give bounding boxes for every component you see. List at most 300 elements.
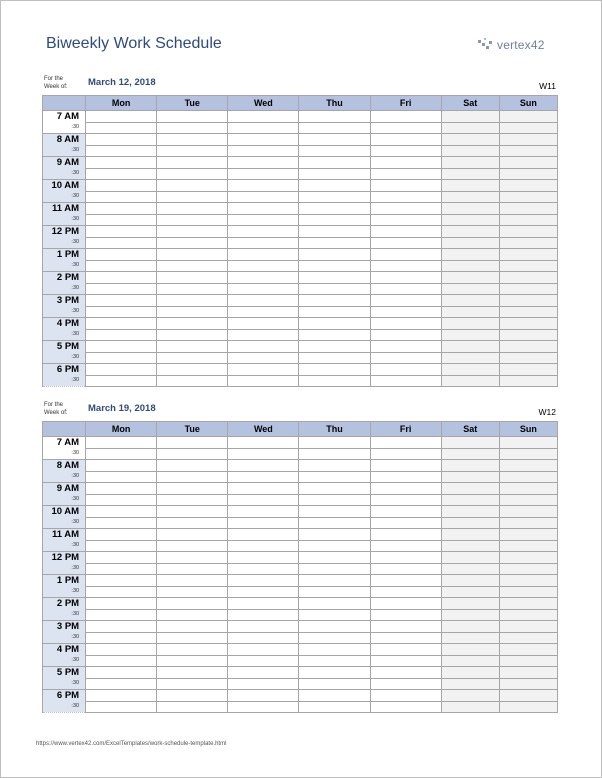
- schedule-slot[interactable]: [370, 134, 441, 146]
- schedule-slot-half[interactable]: [228, 215, 299, 226]
- schedule-slot[interactable]: [299, 483, 370, 495]
- schedule-slot-half[interactable]: [157, 192, 228, 203]
- schedule-slot[interactable]: [157, 506, 228, 518]
- schedule-slot-half[interactable]: [86, 330, 157, 341]
- schedule-slot[interactable]: [441, 552, 499, 564]
- schedule-slot-half[interactable]: [228, 495, 299, 506]
- schedule-slot[interactable]: [299, 134, 370, 146]
- schedule-slot-half[interactable]: [86, 238, 157, 249]
- schedule-slot[interactable]: [499, 111, 557, 123]
- schedule-slot[interactable]: [370, 111, 441, 123]
- schedule-slot[interactable]: [499, 157, 557, 169]
- schedule-slot-half[interactable]: [299, 238, 370, 249]
- schedule-slot[interactable]: [86, 226, 157, 238]
- schedule-slot-half[interactable]: [441, 192, 499, 203]
- schedule-slot[interactable]: [441, 318, 499, 330]
- schedule-slot[interactable]: [299, 318, 370, 330]
- schedule-slot[interactable]: [370, 575, 441, 587]
- schedule-slot[interactable]: [499, 483, 557, 495]
- schedule-slot[interactable]: [86, 157, 157, 169]
- schedule-slot-half[interactable]: [86, 169, 157, 180]
- schedule-slot-half[interactable]: [86, 261, 157, 272]
- week-date[interactable]: March 19, 2018: [88, 403, 156, 414]
- schedule-slot[interactable]: [228, 111, 299, 123]
- schedule-slot[interactable]: [370, 552, 441, 564]
- schedule-slot-half[interactable]: [499, 215, 557, 226]
- schedule-slot-half[interactable]: [157, 656, 228, 667]
- schedule-slot[interactable]: [157, 134, 228, 146]
- schedule-slot[interactable]: [441, 364, 499, 376]
- schedule-slot-half[interactable]: [499, 587, 557, 598]
- schedule-slot-half[interactable]: [370, 261, 441, 272]
- schedule-slot-half[interactable]: [370, 284, 441, 295]
- schedule-slot[interactable]: [499, 644, 557, 656]
- schedule-slot-half[interactable]: [86, 495, 157, 506]
- schedule-slot[interactable]: [370, 157, 441, 169]
- schedule-slot[interactable]: [499, 341, 557, 353]
- schedule-slot-half[interactable]: [441, 518, 499, 529]
- schedule-slot-half[interactable]: [441, 238, 499, 249]
- schedule-slot-half[interactable]: [86, 518, 157, 529]
- schedule-slot[interactable]: [299, 667, 370, 679]
- schedule-slot-half[interactable]: [228, 679, 299, 690]
- schedule-slot-half[interactable]: [157, 307, 228, 318]
- schedule-slot[interactable]: [441, 529, 499, 541]
- schedule-slot[interactable]: [499, 529, 557, 541]
- schedule-slot[interactable]: [157, 203, 228, 215]
- schedule-slot-half[interactable]: [499, 238, 557, 249]
- schedule-slot-half[interactable]: [441, 169, 499, 180]
- schedule-slot-half[interactable]: [370, 702, 441, 713]
- schedule-slot[interactable]: [499, 667, 557, 679]
- schedule-slot[interactable]: [228, 483, 299, 495]
- schedule-slot[interactable]: [299, 644, 370, 656]
- schedule-slot-half[interactable]: [370, 330, 441, 341]
- schedule-slot-half[interactable]: [499, 146, 557, 157]
- schedule-slot[interactable]: [157, 460, 228, 472]
- schedule-slot-half[interactable]: [370, 610, 441, 621]
- schedule-slot[interactable]: [299, 341, 370, 353]
- schedule-slot[interactable]: [228, 667, 299, 679]
- schedule-slot[interactable]: [86, 621, 157, 633]
- schedule-slot[interactable]: [157, 318, 228, 330]
- schedule-slot[interactable]: [499, 272, 557, 284]
- schedule-slot-half[interactable]: [499, 610, 557, 621]
- schedule-slot-half[interactable]: [370, 353, 441, 364]
- schedule-slot[interactable]: [299, 460, 370, 472]
- schedule-slot-half[interactable]: [86, 633, 157, 644]
- schedule-slot[interactable]: [370, 667, 441, 679]
- schedule-slot[interactable]: [499, 318, 557, 330]
- schedule-slot[interactable]: [228, 644, 299, 656]
- schedule-slot-half[interactable]: [86, 146, 157, 157]
- schedule-slot[interactable]: [157, 575, 228, 587]
- schedule-slot-half[interactable]: [157, 353, 228, 364]
- schedule-slot[interactable]: [299, 203, 370, 215]
- schedule-slot[interactable]: [441, 226, 499, 238]
- schedule-slot[interactable]: [499, 460, 557, 472]
- schedule-slot-half[interactable]: [441, 215, 499, 226]
- schedule-slot[interactable]: [228, 598, 299, 610]
- schedule-slot-half[interactable]: [86, 702, 157, 713]
- schedule-slot[interactable]: [86, 483, 157, 495]
- schedule-slot-half[interactable]: [157, 261, 228, 272]
- schedule-slot-half[interactable]: [228, 610, 299, 621]
- schedule-slot-half[interactable]: [228, 656, 299, 667]
- schedule-slot[interactable]: [370, 318, 441, 330]
- schedule-slot[interactable]: [228, 249, 299, 261]
- schedule-slot-half[interactable]: [299, 449, 370, 460]
- schedule-slot[interactable]: [499, 552, 557, 564]
- schedule-slot[interactable]: [228, 552, 299, 564]
- schedule-slot-half[interactable]: [86, 541, 157, 552]
- schedule-slot-half[interactable]: [86, 610, 157, 621]
- schedule-slot-half[interactable]: [157, 495, 228, 506]
- schedule-slot[interactable]: [441, 180, 499, 192]
- schedule-slot-half[interactable]: [86, 353, 157, 364]
- schedule-slot-half[interactable]: [299, 353, 370, 364]
- schedule-slot[interactable]: [157, 552, 228, 564]
- schedule-slot-half[interactable]: [441, 284, 499, 295]
- schedule-slot[interactable]: [370, 203, 441, 215]
- schedule-slot-half[interactable]: [299, 656, 370, 667]
- schedule-slot-half[interactable]: [441, 261, 499, 272]
- schedule-slot[interactable]: [370, 598, 441, 610]
- schedule-slot-half[interactable]: [441, 679, 499, 690]
- schedule-slot-half[interactable]: [157, 330, 228, 341]
- schedule-slot-half[interactable]: [228, 330, 299, 341]
- schedule-slot-half[interactable]: [157, 610, 228, 621]
- schedule-slot-half[interactable]: [228, 284, 299, 295]
- schedule-slot[interactable]: [157, 364, 228, 376]
- schedule-slot-half[interactable]: [157, 123, 228, 134]
- schedule-slot[interactable]: [499, 180, 557, 192]
- schedule-slot[interactable]: [157, 157, 228, 169]
- schedule-slot[interactable]: [441, 295, 499, 307]
- schedule-slot-half[interactable]: [157, 472, 228, 483]
- schedule-slot-half[interactable]: [157, 587, 228, 598]
- schedule-slot-half[interactable]: [370, 633, 441, 644]
- schedule-slot-half[interactable]: [441, 376, 499, 387]
- schedule-slot-half[interactable]: [157, 169, 228, 180]
- schedule-slot[interactable]: [157, 295, 228, 307]
- schedule-slot-half[interactable]: [441, 307, 499, 318]
- schedule-slot[interactable]: [86, 203, 157, 215]
- schedule-slot[interactable]: [86, 134, 157, 146]
- schedule-slot-half[interactable]: [86, 307, 157, 318]
- schedule-slot[interactable]: [499, 203, 557, 215]
- schedule-slot-half[interactable]: [86, 376, 157, 387]
- schedule-slot[interactable]: [499, 575, 557, 587]
- schedule-slot[interactable]: [86, 552, 157, 564]
- schedule-slot-half[interactable]: [299, 679, 370, 690]
- schedule-slot[interactable]: [86, 644, 157, 656]
- schedule-slot-half[interactable]: [441, 633, 499, 644]
- schedule-slot-half[interactable]: [228, 376, 299, 387]
- schedule-slot-half[interactable]: [86, 679, 157, 690]
- schedule-slot[interactable]: [86, 529, 157, 541]
- schedule-slot-half[interactable]: [499, 679, 557, 690]
- schedule-slot[interactable]: [499, 437, 557, 449]
- schedule-slot-half[interactable]: [299, 146, 370, 157]
- schedule-slot[interactable]: [299, 180, 370, 192]
- schedule-slot[interactable]: [299, 111, 370, 123]
- schedule-slot[interactable]: [299, 295, 370, 307]
- schedule-slot[interactable]: [86, 460, 157, 472]
- schedule-slot[interactable]: [157, 226, 228, 238]
- schedule-slot-half[interactable]: [228, 702, 299, 713]
- schedule-slot-half[interactable]: [499, 518, 557, 529]
- schedule-slot-half[interactable]: [499, 633, 557, 644]
- schedule-slot-half[interactable]: [370, 679, 441, 690]
- week-date[interactable]: March 12, 2018: [88, 77, 156, 88]
- schedule-slot-half[interactable]: [157, 376, 228, 387]
- schedule-slot[interactable]: [228, 621, 299, 633]
- schedule-slot[interactable]: [499, 134, 557, 146]
- schedule-slot[interactable]: [499, 226, 557, 238]
- schedule-slot-half[interactable]: [499, 495, 557, 506]
- schedule-slot-half[interactable]: [499, 261, 557, 272]
- schedule-slot-half[interactable]: [370, 518, 441, 529]
- schedule-slot[interactable]: [299, 598, 370, 610]
- schedule-slot-half[interactable]: [499, 192, 557, 203]
- schedule-slot-half[interactable]: [157, 564, 228, 575]
- schedule-slot[interactable]: [370, 506, 441, 518]
- schedule-slot[interactable]: [370, 364, 441, 376]
- schedule-slot-half[interactable]: [86, 472, 157, 483]
- schedule-slot-half[interactable]: [299, 330, 370, 341]
- schedule-slot-half[interactable]: [228, 587, 299, 598]
- schedule-slot[interactable]: [441, 111, 499, 123]
- schedule-slot[interactable]: [370, 460, 441, 472]
- schedule-slot[interactable]: [157, 272, 228, 284]
- schedule-slot-half[interactable]: [86, 215, 157, 226]
- schedule-slot[interactable]: [441, 134, 499, 146]
- schedule-slot[interactable]: [441, 598, 499, 610]
- schedule-slot-half[interactable]: [299, 215, 370, 226]
- schedule-slot[interactable]: [499, 249, 557, 261]
- schedule-slot[interactable]: [441, 460, 499, 472]
- schedule-slot-half[interactable]: [370, 449, 441, 460]
- schedule-slot-half[interactable]: [499, 564, 557, 575]
- schedule-slot-half[interactable]: [228, 146, 299, 157]
- schedule-slot-half[interactable]: [499, 123, 557, 134]
- schedule-slot[interactable]: [86, 272, 157, 284]
- schedule-slot[interactable]: [228, 529, 299, 541]
- schedule-slot[interactable]: [86, 111, 157, 123]
- schedule-slot[interactable]: [299, 437, 370, 449]
- schedule-slot-half[interactable]: [299, 541, 370, 552]
- schedule-slot-half[interactable]: [299, 518, 370, 529]
- schedule-slot-half[interactable]: [299, 169, 370, 180]
- schedule-slot[interactable]: [299, 226, 370, 238]
- schedule-slot-half[interactable]: [499, 330, 557, 341]
- schedule-slot-half[interactable]: [441, 656, 499, 667]
- schedule-slot[interactable]: [228, 295, 299, 307]
- schedule-slot[interactable]: [441, 437, 499, 449]
- schedule-slot-half[interactable]: [441, 587, 499, 598]
- schedule-slot[interactable]: [228, 341, 299, 353]
- schedule-slot-half[interactable]: [299, 376, 370, 387]
- schedule-slot[interactable]: [499, 364, 557, 376]
- schedule-slot[interactable]: [228, 437, 299, 449]
- schedule-slot-half[interactable]: [228, 472, 299, 483]
- schedule-slot[interactable]: [86, 341, 157, 353]
- schedule-slot[interactable]: [441, 341, 499, 353]
- schedule-slot-half[interactable]: [299, 472, 370, 483]
- schedule-slot-half[interactable]: [370, 656, 441, 667]
- schedule-slot[interactable]: [157, 667, 228, 679]
- schedule-slot[interactable]: [86, 180, 157, 192]
- schedule-slot-half[interactable]: [499, 541, 557, 552]
- schedule-slot[interactable]: [299, 249, 370, 261]
- schedule-slot[interactable]: [441, 667, 499, 679]
- schedule-slot-half[interactable]: [299, 587, 370, 598]
- schedule-slot-half[interactable]: [299, 495, 370, 506]
- schedule-slot[interactable]: [441, 644, 499, 656]
- schedule-slot[interactable]: [441, 621, 499, 633]
- schedule-slot-half[interactable]: [157, 702, 228, 713]
- schedule-slot-half[interactable]: [86, 123, 157, 134]
- schedule-slot-half[interactable]: [228, 192, 299, 203]
- schedule-slot-half[interactable]: [499, 353, 557, 364]
- schedule-slot-half[interactable]: [157, 449, 228, 460]
- schedule-slot[interactable]: [441, 506, 499, 518]
- schedule-slot-half[interactable]: [86, 192, 157, 203]
- schedule-slot-half[interactable]: [299, 564, 370, 575]
- schedule-slot-half[interactable]: [228, 518, 299, 529]
- schedule-slot[interactable]: [228, 364, 299, 376]
- schedule-slot-half[interactable]: [299, 307, 370, 318]
- schedule-slot[interactable]: [228, 157, 299, 169]
- schedule-slot-half[interactable]: [441, 449, 499, 460]
- schedule-slot[interactable]: [86, 598, 157, 610]
- schedule-slot-half[interactable]: [370, 146, 441, 157]
- schedule-slot-half[interactable]: [86, 656, 157, 667]
- schedule-slot[interactable]: [370, 621, 441, 633]
- schedule-slot[interactable]: [370, 483, 441, 495]
- schedule-slot-half[interactable]: [370, 376, 441, 387]
- schedule-slot-half[interactable]: [86, 284, 157, 295]
- schedule-slot[interactable]: [157, 111, 228, 123]
- schedule-slot-half[interactable]: [299, 192, 370, 203]
- schedule-slot-half[interactable]: [228, 238, 299, 249]
- schedule-slot-half[interactable]: [228, 307, 299, 318]
- schedule-slot[interactable]: [157, 621, 228, 633]
- schedule-slot[interactable]: [499, 598, 557, 610]
- schedule-slot[interactable]: [441, 249, 499, 261]
- schedule-slot[interactable]: [370, 529, 441, 541]
- schedule-slot[interactable]: [157, 644, 228, 656]
- schedule-slot[interactable]: [228, 180, 299, 192]
- schedule-slot-half[interactable]: [157, 541, 228, 552]
- schedule-slot[interactable]: [299, 157, 370, 169]
- schedule-slot[interactable]: [499, 621, 557, 633]
- schedule-slot[interactable]: [299, 575, 370, 587]
- schedule-slot[interactable]: [299, 529, 370, 541]
- schedule-slot-half[interactable]: [157, 284, 228, 295]
- schedule-slot[interactable]: [441, 157, 499, 169]
- schedule-slot[interactable]: [228, 134, 299, 146]
- schedule-slot-half[interactable]: [499, 656, 557, 667]
- schedule-slot[interactable]: [370, 690, 441, 702]
- schedule-slot-half[interactable]: [370, 541, 441, 552]
- schedule-slot-half[interactable]: [370, 307, 441, 318]
- schedule-slot-half[interactable]: [299, 123, 370, 134]
- schedule-slot-half[interactable]: [228, 169, 299, 180]
- schedule-slot-half[interactable]: [441, 564, 499, 575]
- schedule-slot-half[interactable]: [228, 564, 299, 575]
- schedule-slot[interactable]: [86, 506, 157, 518]
- schedule-slot[interactable]: [370, 226, 441, 238]
- schedule-slot-half[interactable]: [499, 307, 557, 318]
- schedule-slot[interactable]: [441, 575, 499, 587]
- schedule-slot-half[interactable]: [299, 702, 370, 713]
- schedule-slot[interactable]: [299, 506, 370, 518]
- schedule-slot-half[interactable]: [157, 518, 228, 529]
- schedule-slot-half[interactable]: [370, 472, 441, 483]
- schedule-slot[interactable]: [370, 180, 441, 192]
- schedule-slot-half[interactable]: [86, 587, 157, 598]
- schedule-slot[interactable]: [299, 552, 370, 564]
- schedule-slot[interactable]: [228, 318, 299, 330]
- schedule-slot-half[interactable]: [441, 123, 499, 134]
- schedule-slot-half[interactable]: [228, 541, 299, 552]
- schedule-slot[interactable]: [441, 203, 499, 215]
- schedule-slot-half[interactable]: [441, 472, 499, 483]
- schedule-slot[interactable]: [299, 364, 370, 376]
- schedule-slot-half[interactable]: [441, 353, 499, 364]
- schedule-slot[interactable]: [86, 437, 157, 449]
- schedule-slot-half[interactable]: [228, 261, 299, 272]
- schedule-slot-half[interactable]: [370, 495, 441, 506]
- schedule-slot-half[interactable]: [228, 353, 299, 364]
- schedule-slot[interactable]: [228, 272, 299, 284]
- schedule-slot-half[interactable]: [441, 330, 499, 341]
- schedule-slot[interactable]: [86, 667, 157, 679]
- schedule-slot-half[interactable]: [299, 633, 370, 644]
- schedule-slot-half[interactable]: [499, 169, 557, 180]
- schedule-slot[interactable]: [86, 690, 157, 702]
- schedule-slot-half[interactable]: [499, 472, 557, 483]
- schedule-slot-half[interactable]: [370, 587, 441, 598]
- schedule-slot[interactable]: [86, 364, 157, 376]
- schedule-slot-half[interactable]: [157, 238, 228, 249]
- schedule-slot[interactable]: [299, 272, 370, 284]
- schedule-slot[interactable]: [228, 690, 299, 702]
- schedule-slot[interactable]: [157, 598, 228, 610]
- schedule-slot-half[interactable]: [499, 284, 557, 295]
- schedule-slot[interactable]: [228, 203, 299, 215]
- schedule-slot-half[interactable]: [499, 449, 557, 460]
- schedule-slot[interactable]: [499, 690, 557, 702]
- schedule-slot-half[interactable]: [157, 215, 228, 226]
- schedule-slot-half[interactable]: [157, 679, 228, 690]
- schedule-slot-half[interactable]: [299, 610, 370, 621]
- schedule-slot[interactable]: [86, 575, 157, 587]
- schedule-slot[interactable]: [157, 341, 228, 353]
- schedule-slot[interactable]: [228, 575, 299, 587]
- schedule-slot-half[interactable]: [370, 123, 441, 134]
- schedule-slot-half[interactable]: [441, 702, 499, 713]
- schedule-slot[interactable]: [86, 295, 157, 307]
- schedule-slot[interactable]: [370, 295, 441, 307]
- schedule-slot-half[interactable]: [157, 633, 228, 644]
- schedule-slot[interactable]: [157, 249, 228, 261]
- schedule-slot[interactable]: [86, 249, 157, 261]
- schedule-slot[interactable]: [228, 506, 299, 518]
- schedule-slot[interactable]: [441, 272, 499, 284]
